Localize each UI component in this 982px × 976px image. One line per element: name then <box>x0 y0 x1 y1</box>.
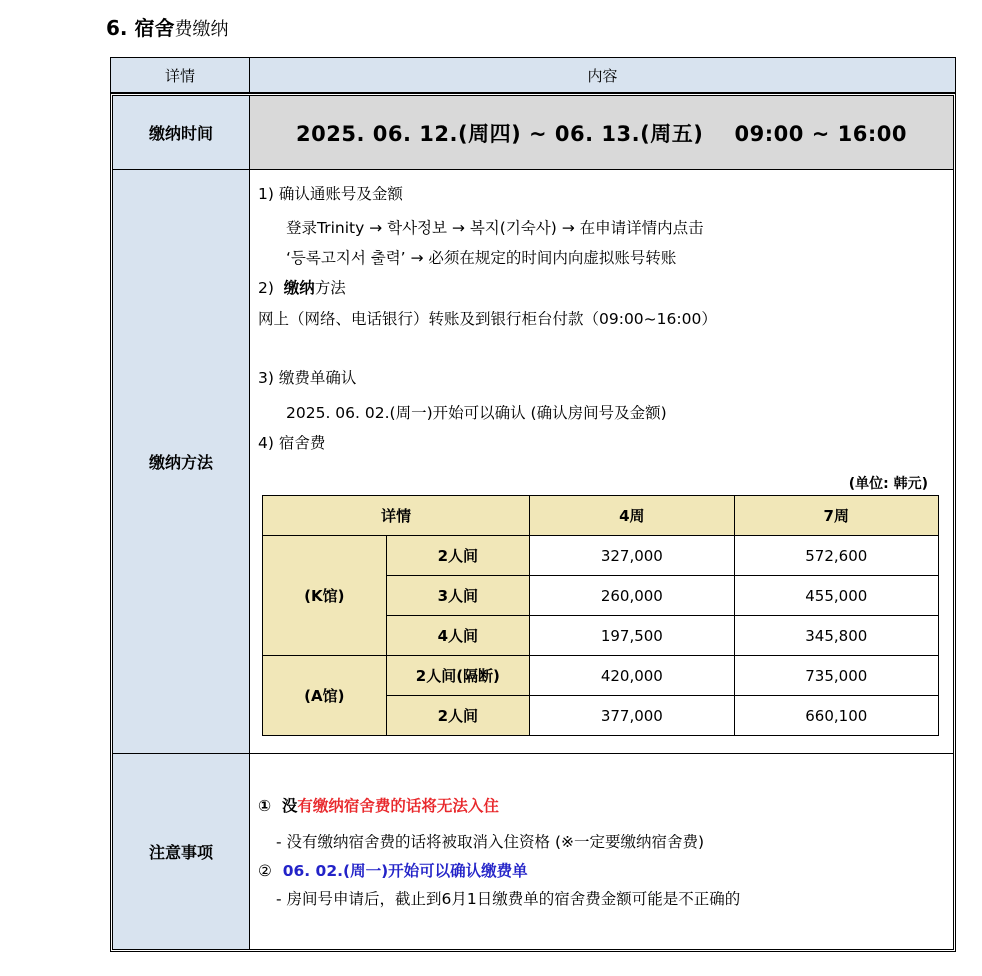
section-heading <box>106 12 228 41</box>
payment-method-content <box>250 170 953 753</box>
room-type: 3人间 <box>386 576 530 616</box>
unit-label: (单位: 韩元) <box>848 476 928 492</box>
fee-4w: 377,000 <box>530 696 734 736</box>
step3-title: 3) 缴费单确认 <box>258 369 357 387</box>
notice-2 <box>258 859 528 881</box>
fee-header-4w: 4周 <box>530 496 734 536</box>
fee-4w: 420,000 <box>530 656 734 696</box>
payment-method-label: 缴纳方法 <box>113 170 250 753</box>
fee-7w: 660,100 <box>734 696 938 736</box>
step3-line: 2025. 06. 02.(周一)开始可以确认 (确认房间号及金额) <box>286 404 667 422</box>
table-row <box>263 656 939 696</box>
notice-2-text: 06. 02.(周一)开始可以确认缴费单 <box>282 862 528 880</box>
notice-label: 注意事项 <box>113 754 250 949</box>
heading-bold: 宿舍 <box>134 16 175 40</box>
fee-header-row <box>263 496 939 536</box>
step2-line: 网上（网络、电话银行）转账及到银行柜台付款（09:00~16:00） <box>258 310 717 328</box>
fee-7w: 572,600 <box>734 536 938 576</box>
step1-line2: ‘등록고지서 출력’ → 必须在规定的时间内向虚拟账号转账 <box>286 249 677 267</box>
notice-1-mark: ① 没 <box>258 797 298 815</box>
step1-line1: 登录Trinity → 학사정보 → 복지(기숙사) → 在申请详情内点击 <box>286 219 704 237</box>
fee-header-7w: 7周 <box>734 496 938 536</box>
table-body <box>110 93 956 952</box>
hall-a: (A馆) <box>263 656 387 736</box>
fee-4w: 327,000 <box>530 536 734 576</box>
payment-time-value: 2025. 06. 12.(周四) ~ 06. 13.(周五) 09:00 ~ 16:00 <box>250 96 953 169</box>
header-content: 内容 <box>587 66 618 85</box>
step2-prefix: 2) <box>258 279 284 297</box>
notice-1 <box>258 794 499 816</box>
step2-title <box>258 276 346 298</box>
room-type: 2人间(隔断) <box>386 656 530 696</box>
step2-bold: 缴纳 <box>283 279 315 297</box>
step2-rest: 方法 <box>314 279 346 297</box>
table-row <box>263 536 939 576</box>
fee-7w: 345,800 <box>734 616 938 656</box>
fee-7w: 735,000 <box>734 656 938 696</box>
notice-content <box>250 754 953 949</box>
hall-k: (K馆) <box>263 536 387 656</box>
room-type: 4人间 <box>386 616 530 656</box>
notice-2-mark: ② <box>258 862 272 880</box>
info-table <box>110 57 956 952</box>
heading-number: 6. <box>106 16 128 40</box>
fee-7w: 455,000 <box>734 576 938 616</box>
fee-table <box>262 495 939 736</box>
payment-time-label: 缴纳时间 <box>113 96 250 169</box>
table-header <box>110 57 956 93</box>
fee-4w: 260,000 <box>530 576 734 616</box>
header-detail: 详情 <box>111 58 250 92</box>
room-type: 2人间 <box>386 536 530 576</box>
notice-2-sub: - 房间号申请后，截止到6月1日缴费单的宿舍费金额可能是不正确的 <box>276 890 741 908</box>
room-type: 2人间 <box>386 696 530 736</box>
heading-light: 费缴纳 <box>174 19 229 40</box>
fee-header-detail: 详情 <box>263 496 530 536</box>
notice-1-text: 有缴纳宿舍费的话将无法入住 <box>297 797 499 815</box>
notice-1-sub: - 没有缴纳宿舍费的话将被取消入住资格 (※一定要缴纳宿舍费) <box>276 833 705 851</box>
fee-4w: 197,500 <box>530 616 734 656</box>
payment-time-row <box>113 96 953 170</box>
notice-row <box>113 754 953 949</box>
step1-title: 1) 确认通账号及金额 <box>258 185 403 203</box>
step4-title: 4) 宿舍费 <box>258 434 326 452</box>
payment-method-row <box>113 170 953 754</box>
